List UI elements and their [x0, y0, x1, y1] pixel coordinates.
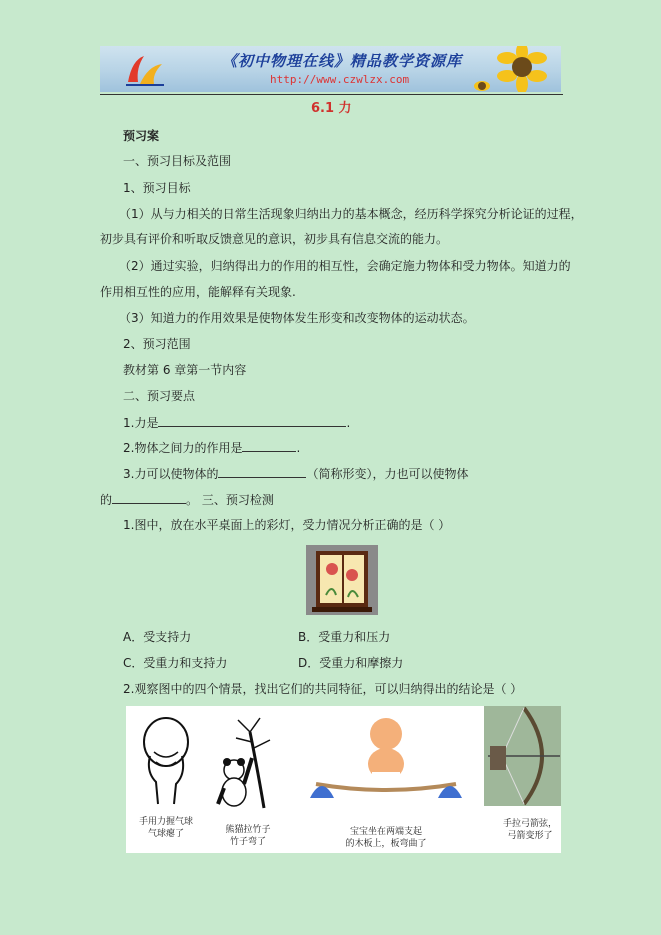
caption-1-line2: 气球瘪了: [147, 829, 184, 839]
option-a: A．受支持力: [123, 630, 192, 644]
q3-prefix: 3.力可以使物体的: [123, 467, 219, 481]
bow-arrow-icon: [484, 706, 561, 806]
panda-bamboo-icon: [214, 712, 284, 812]
balloon-squeeze-icon: [136, 712, 196, 812]
q1-suffix: .: [346, 416, 351, 430]
caption-2-line1: 熊猫拉竹子: [225, 825, 271, 835]
caption-4-line2: 弓箭变形了: [507, 831, 553, 841]
part1-heading: 一、预习目标及范围: [123, 154, 232, 168]
four-scenes-figure: [126, 706, 561, 853]
banner-title: 《初中物理在线》精品教学资源库: [222, 52, 463, 70]
lantern-image: [306, 545, 378, 615]
caption-3: [326, 826, 446, 850]
sunflower-icon: [467, 46, 557, 92]
range-heading: 2、预习范围: [123, 337, 191, 351]
header-banner: [100, 46, 561, 92]
caption-1-line1: 手用力握气球: [138, 817, 193, 827]
q3-mid: （简称形变），力也可以使物体: [306, 467, 469, 481]
goal2-line2: 作用相互性的应用，能解释有关现象.: [100, 285, 296, 299]
q3b-prefix: 的: [100, 493, 113, 507]
banner-url[interactable]: http://www.czwlzx.com: [270, 73, 410, 86]
question-1: [123, 415, 350, 430]
caption-2-line2: 竹子弯了: [229, 837, 266, 847]
goal1-line2: 初步具有评价和听取反馈意见的意识，初步具有信息交流的能力。: [100, 232, 449, 246]
logo-icon: [122, 52, 168, 88]
question-3: [123, 466, 468, 481]
question-2: [123, 440, 300, 455]
section-heading: 预习案: [123, 129, 160, 143]
goal2-line1: （2）通过实验，归纳得出力的作用的相互性，会确定施力物体和受力物体。知道力的: [119, 259, 571, 273]
option-b: B．受重力和压力: [298, 630, 391, 644]
q2-prefix: 2.物体之间力的作用是: [123, 441, 243, 455]
caption-1: [126, 816, 206, 840]
caption-4-line1: 手拉弓箭弦，: [502, 819, 557, 829]
baby-on-board-icon: [306, 712, 466, 812]
goal1-line1: （1）从与力相关的日常生活现象归纳出力的基本概念，经历科学探究分析论证的过程，: [119, 207, 583, 221]
check-question-1: 1.图中，放在水平桌面上的彩灯，受力情况分析正确的是（ ）: [123, 518, 451, 532]
range-text: 教材第 6 章第一节内容: [123, 363, 247, 377]
goal3: （3）知道力的作用效果是使物体发生形变和改变物体的运动状态。: [119, 311, 475, 325]
lesson-title: 6.1 力: [311, 101, 352, 116]
option-d: D．受重力和摩擦力: [298, 656, 404, 670]
q2-blank[interactable]: [242, 440, 296, 452]
caption-2: [208, 824, 288, 848]
caption-3-line2: 的木板上，板弯曲了: [345, 839, 427, 849]
part2-heading: 二、预习要点: [123, 389, 196, 403]
q3b-suffix: 。 三、预习检测: [186, 493, 274, 507]
check-question-2: 2.观察图中的四个情景，找出它们的共同特征，可以归纳得出的结论是（ ）: [123, 682, 523, 696]
q3-blank-2[interactable]: [112, 492, 186, 504]
header-rule: [100, 94, 563, 95]
q3-blank-1[interactable]: [218, 466, 306, 478]
q2-suffix: .: [296, 441, 301, 455]
option-c: C．受重力和支持力: [123, 656, 228, 670]
q1-prefix: 1.力是: [123, 416, 159, 430]
caption-4: [498, 818, 561, 842]
goal-heading: 1、预习目标: [123, 181, 191, 195]
caption-3-line1: 宝宝坐在两端支起: [349, 827, 422, 837]
q1-blank[interactable]: [158, 415, 346, 427]
question-3-cont: [100, 492, 274, 507]
